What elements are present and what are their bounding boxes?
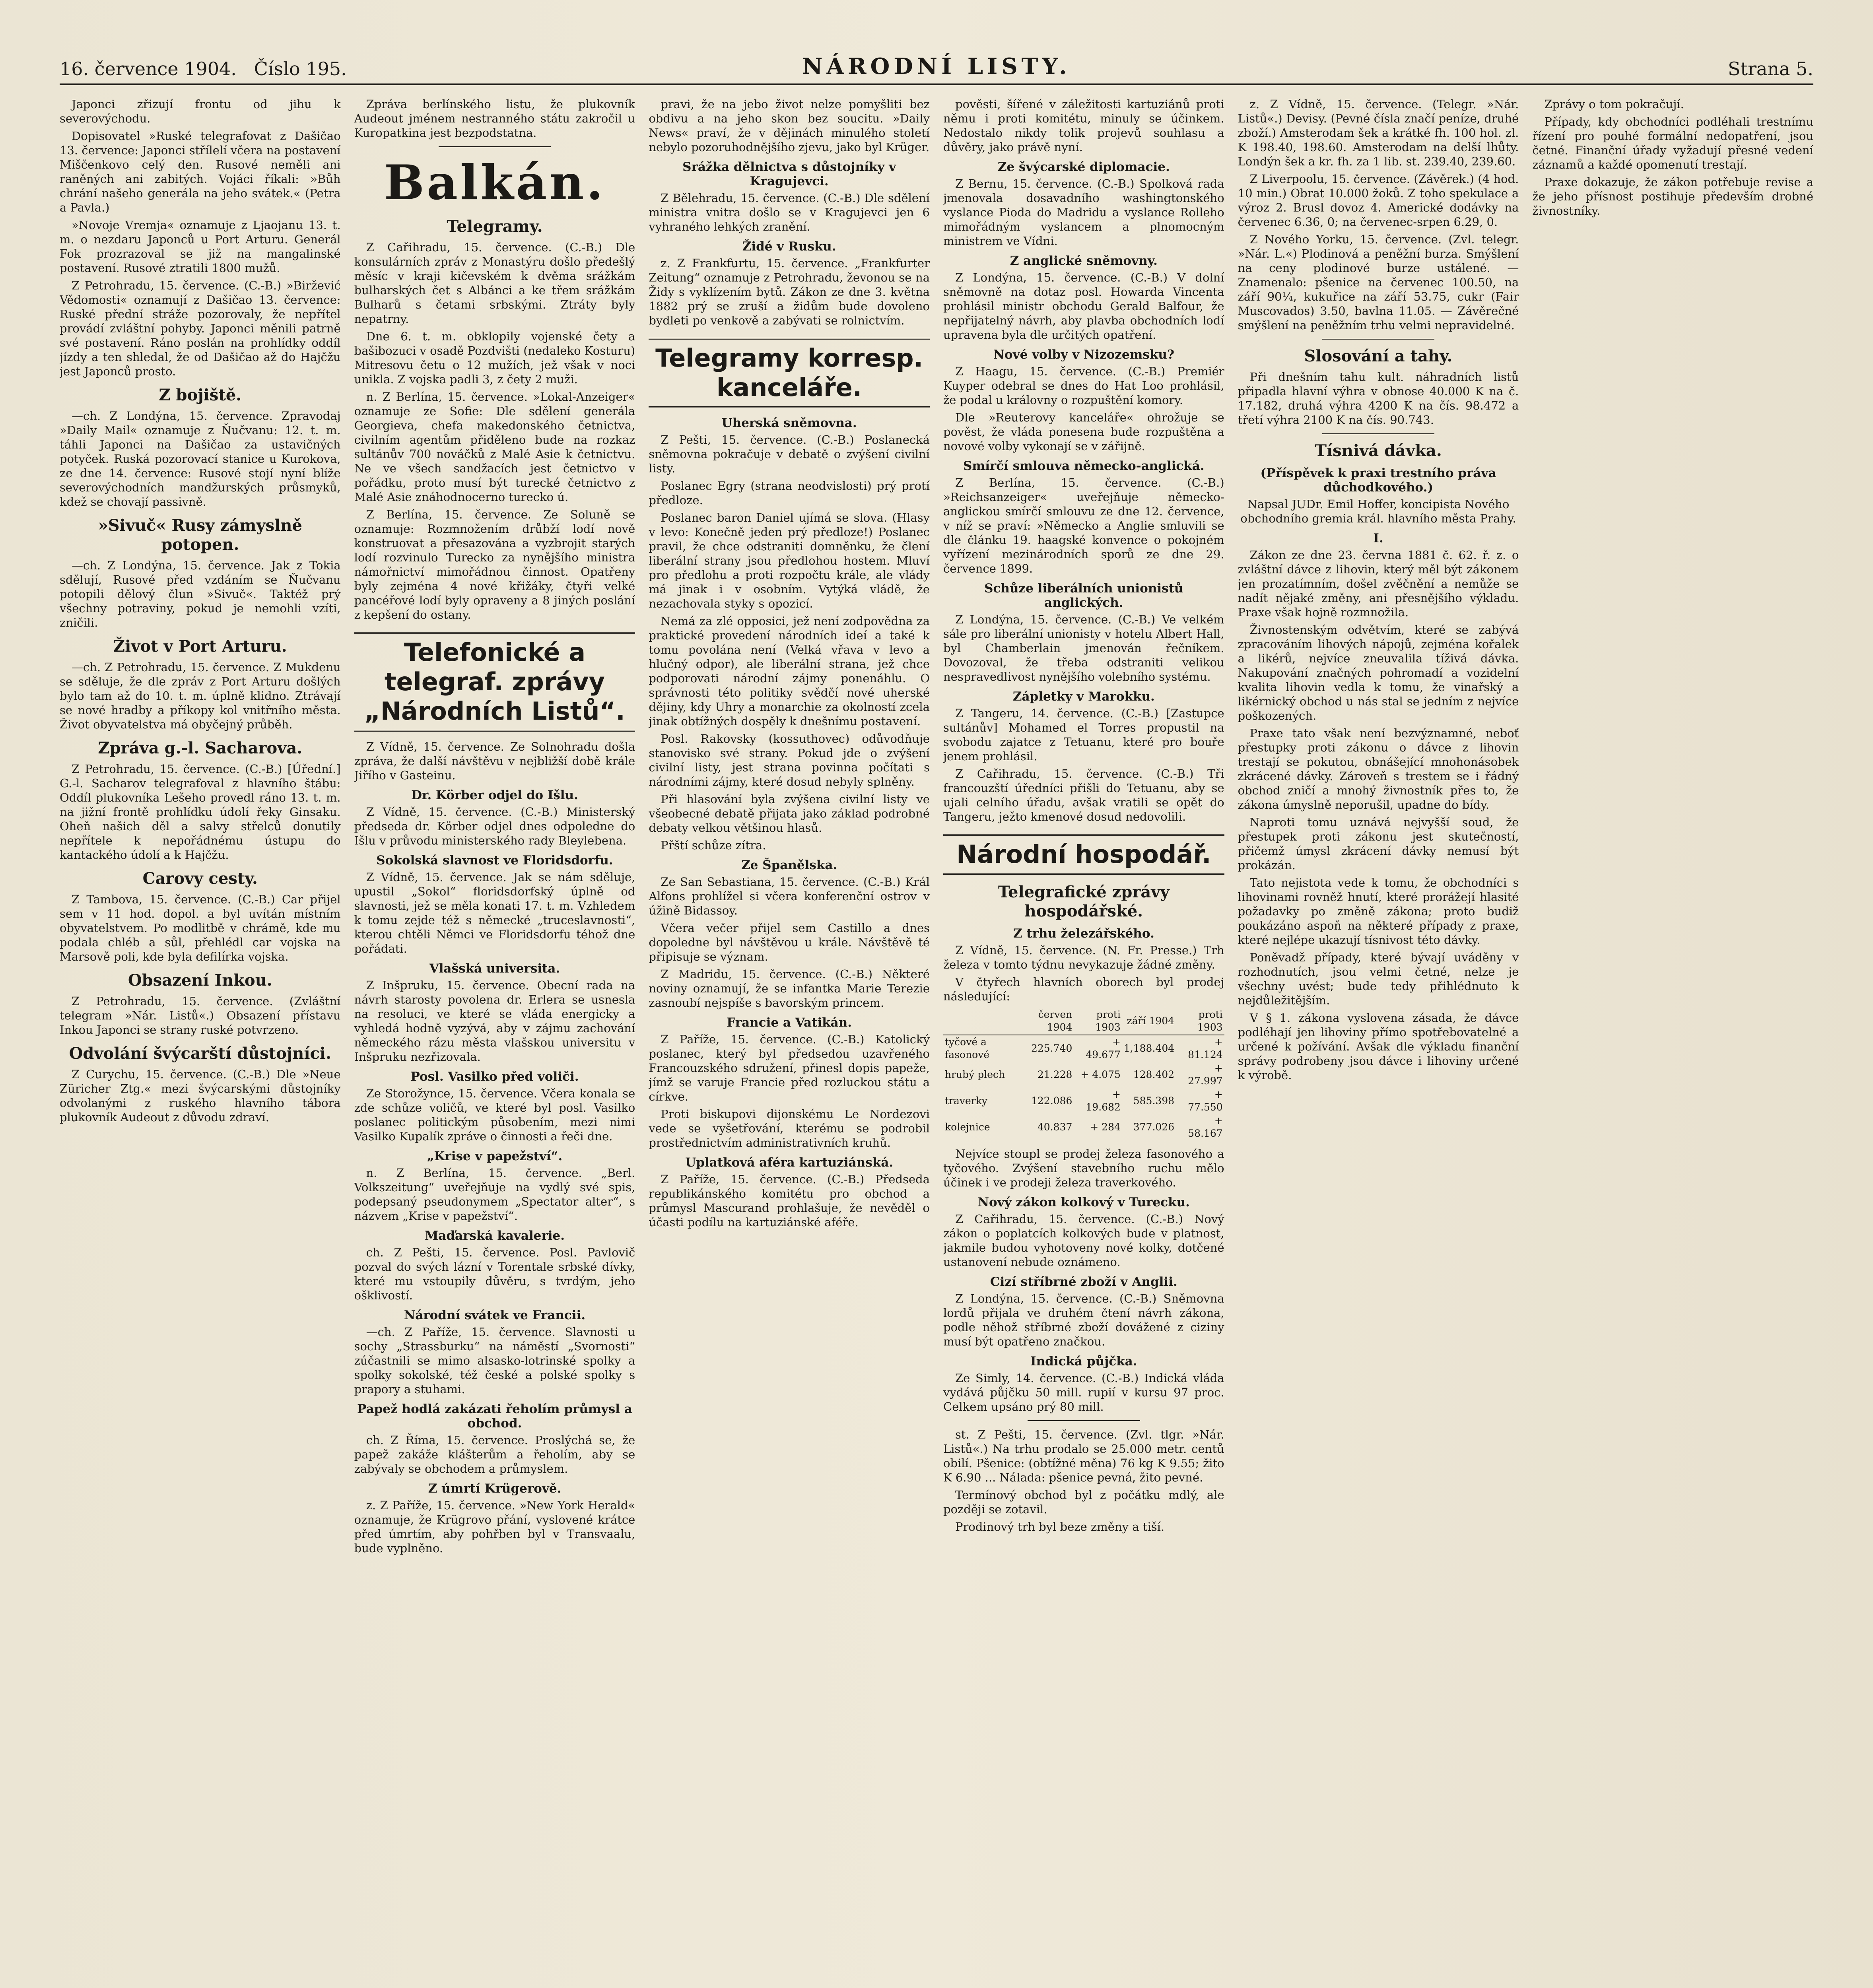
section-headline: Telegramy korresp. kanceláře. xyxy=(649,338,930,408)
paragraph: Z Berlína, 15. července. Ze Soluně se oznamuje: Rozmnožením drůbží lodí nově konstruovat a přesazována a vyzbrojit starých lodí rozvinulo Turecko za nynějšího ministra námořnictví mimořádnou činnost. Opatřeny byly zejména 4 nové křižáky, čtyři velké pancéřové lodí byly opraveny a 8 jiných poslání z kepšení do ostany. xyxy=(354,508,635,621)
table-row xyxy=(943,1114,1224,1140)
paragraph: Z Haagu, 15. července. (C.-B.) Premiér Kuyper odebral se dnes do Hat Loo prohlásil, že podal u královny o rozpuštění komory. xyxy=(943,365,1224,407)
paragraph: Z Petrohradu, 15. července. (Zvláštní telegram »Nár. Listů«.) Obsazení přístavu Inkou Japonci se strany ruské potvrzeno. xyxy=(60,994,341,1037)
paragraph: Praxe dokazuje, že zákon potřebuje revise a že jeho přísnost postihuje především drobné živnostníky. xyxy=(1532,175,1813,217)
table-header-row xyxy=(943,1008,1224,1035)
table-cell: 225.740 xyxy=(1031,1043,1073,1054)
section-headline: Balkán. xyxy=(384,155,606,211)
paragraph: Posl. Rakovsky (kossuthovec) odůvodňuje stanovisko své strany. Pokud jde o zvýšení civilní listy, jest strana povinna počítati s národními zájmy, které dosud nebyly splněny. xyxy=(649,732,930,788)
column-6 xyxy=(1532,97,1813,1988)
table-row xyxy=(943,1088,1224,1114)
paragraph: ch. Z Říma, 15. července. Proslýchá se, že papež zakáže klášterům a řeholím, aby se zabývaly se obchodem a průmyslem. xyxy=(354,1433,635,1475)
paragraph: Nemá za zlé opposici, jež není zodpovědna za praktické provedení národních ideí a také k tomu povolána není (Velká vřava v levo a hlučný odpor), ale liberální strana, jež chce podporovati národní zájmy ponenáhlu. O správnosti této politiky svědčí nové uherské dějiny, kdy Uhry a monarchie za okolností zcela jinak obtížných dospěly k dnešnímu postavení. xyxy=(649,614,930,728)
article-subhead: Dr. Körber odjel do Išlu. xyxy=(411,788,578,802)
article-headline: »Sivuč« Rusy zámyslně potopen. xyxy=(98,516,302,554)
article-subhead: Posl. Vasilko před voliči. xyxy=(410,1070,579,1084)
section-headline: Národní hospodář. xyxy=(943,834,1224,875)
paragraph: Z Vídně, 15. července. Jak se nám sděluje, upustil „Sokol“ floridsdorfský úplně od slavnosti, jež se měla konati 17. t. m. Vzhledem k tomu zejde též s německé „truceslavnosti“, kterou chtěli Němci ve Floridsdorfu téhož dne pořádati. xyxy=(354,870,635,955)
paragraph: Ze Storožynce, 15. července. Včera konala se zde schůze voličů, ve které byl posl. Vasilko poslanec politickým působením, mezi nimi Vasilko Kupalík zpráve o činnosti a řeči dne. xyxy=(354,1087,635,1143)
article-subhead: Smírčí smlouva německo-anglická. xyxy=(963,459,1205,473)
column-2 xyxy=(354,97,635,1988)
paragraph: Živnostenským odvětvím, které se zabývá zpracováním lihových nápojů, zejména kořalek a likérů, nejvíce zneuvalila tíživá dávka. Nakupování značných pohromadí a vozidelní kvalita lihovin vedla k tomu, že vinařský a likérnický obchod u nás stal se jedním z nejvíce poškozených. xyxy=(1238,623,1519,722)
paragraph: Z Curychu, 15. července. (C.-B.) Dle »Neue Züricher Ztg.« mezi švýcarskými důstojníky odvolanými z ruského hlavního tábora plukovník Audeout z důvodu zdraví. xyxy=(60,1068,341,1124)
table-header: září 1904 xyxy=(1122,1008,1176,1035)
article-subhead: Schůze liberálních unionistů anglických. xyxy=(984,581,1183,610)
article-headline: Obsazení Inkou. xyxy=(128,971,272,990)
article-subhead: Srážka dělnictva s důstojníky v Kragujevci. xyxy=(682,160,896,188)
paragraph: Z Tambova, 15. července. (C.-B.) Car přijel sem v 11 hod. dopol. a byl uvítán místním obyvatelstvem. Po modlitbě v chrámě, kde mu podala chléb a sůl, přehlédl car vojska na Marsově poli, kde byla defilírka vojska. xyxy=(60,893,341,963)
paragraph: Zprávy o tom pokračují. xyxy=(1544,97,1684,111)
paragraph: Z Liverpoolu, 15. července. (Závěrek.) (4 hod. 10 min.) Obrat 10.000 žoků. Z toho spekulace a výroz 2. Brusl dovoz 4. Americké dodávky na červenec 6.36, 0; na červenec-srpen 6.29, 0. xyxy=(1238,172,1519,229)
paragraph: Přští schůze zítra. xyxy=(661,839,766,852)
article-subhead: Z trhu železářského. xyxy=(1013,926,1154,941)
paragraph: z. Z Frankfurtu, 15. července. „Frankfurter Zeitung“ oznamuje z Petrohradu, ževonou se na Židy s vyklízením bytů. Zákon ze dne 3. května 1882 prý se zruší a židům bude dovoleno bydleti po venkově a zabývati se rolnictvím. xyxy=(649,256,930,327)
paragraph: Zpráva berlínského listu, že plukovník Audeout jménem nestranného státu zakročil u Kuropatkina jest bezpodstatna. xyxy=(354,97,635,140)
paragraph: Z Bělehradu, 15. července. (C.-B.) Dle sdělení ministra vnitra došlo se v Kragujevci jen 6 vyhraného lehkých zranění. xyxy=(649,191,930,233)
paragraph: Z Cařihradu, 15. července. (C.-B.) Nový zákon o poplatcích kolkových bude v platnost, jakmile budou vyhotoveny nové kolky, dotčené ustanovení nebude oznámeno. xyxy=(943,1212,1224,1269)
article-headline: Život v Port Arturu. xyxy=(113,637,287,656)
article-subhead: Vlašská universita. xyxy=(429,961,560,976)
paragraph: z. Z Vídně, 15. července. (Telegr. »Nár. Listů«.) Devisy. (Pevné čísla značí peníze, druhé zboží.) Amsterodam šek a krátké fh. 100 hol. zl. K 198.40, 198.60. Amsterodam na delší lhůty. Londýn šek a kr. fh. za 1 lib. st. 239.40, 239.60. xyxy=(1238,97,1519,168)
divider xyxy=(439,146,551,147)
columns xyxy=(60,97,1813,1988)
issue-date: 16. července 1904. xyxy=(60,58,237,80)
article-subhead: Národní svátek ve Francii. xyxy=(404,1308,586,1322)
divider xyxy=(1322,433,1435,434)
paragraph: Proti biskupovi dijonskému Le Nordezovi vede se vyšetřování, kterému se podrobil prostřednictvím administrativních kruhů. xyxy=(649,1107,930,1149)
paragraph: Z Berlína, 15. července. (C.-B.) »Reichsanzeiger« uveřejňuje německo-anglickou smírčí smlouvu ze dne 12. července, v níž se praví: »Německo a Anglie smluvili se dle článku 19. haagské konvence o pokojném vyřízení mezinárodních sporů ze dne 29. července 1899. xyxy=(943,476,1224,575)
issue-number: Číslo 195. xyxy=(254,58,347,80)
article-subhead: Z anglické sněmovny. xyxy=(1010,254,1158,268)
masthead-date-issue xyxy=(60,58,644,80)
paragraph: Při hlasování byla zvýšena civilní listy ve všeobecné debatě přijata jako základ podrobné debaty velkou většinou hlasů. xyxy=(649,792,930,835)
paragraph: Dne 6. t. m. obklopily vojenské čety a bašibozuci v osadě Pozdvišti (nedaleko Kosturu) Mitresovu četu o 12 mužích, jež však v noci unikla. Z vojska padli 3, z čety 2 muži. xyxy=(354,330,635,386)
table-cell: + 284 xyxy=(1090,1121,1121,1133)
article-headline: Odvolání švýcarští důstojníci. xyxy=(69,1044,332,1063)
paragraph: Z Petrohradu, 15. července. (C.-B.) [Úřední.] G.-l. Sacharov telegrafoval z hlavního štábu: Oddíl plukovníka Lešeho provedl ráno 13. t. m. na jižní frontě prohlídku údolí řeky Ginsaku. Oheň našich děl a salvy střelců donutily nepřítele k nepořádnému ústupu do kantackého údolí a k Hajčžu. xyxy=(60,762,341,862)
paragraph: z. Z Paříže, 15. července. »New York Herald« oznamuje, že Krügrovo přání, vyslovené krátce před úmrtím, aby pohřben byl v Transvaalu, bude vyplněno. xyxy=(354,1499,635,1555)
article-subhead: Z úmrtí Krügerově. xyxy=(428,1481,562,1496)
column-1 xyxy=(60,97,341,1988)
paragraph: Z Paříže, 15. července. (C.-B.) Předseda republikánského komitétu pro obchod a průmysl Mascurand prohlašuje, že nevěděl o účasti podílu na kartuziánské aféře. xyxy=(649,1173,930,1229)
divider xyxy=(1322,339,1435,340)
paragraph: —ch. Z Petrohradu, 15. července. Z Mukdenu se sděluje, že dle zpráv z Port Arturu došlých bylo tam až do 10. t. m. úplně klidno. Ztrávají se nové hradby a příkopy kol vnitřního města. Život obyvatelstva má obyčejný průběh. xyxy=(60,660,341,731)
article-subhead: Židé v Rusku. xyxy=(742,239,836,254)
table-cell: + 27.997 xyxy=(1188,1062,1223,1087)
paragraph: Ze San Sebastiana, 15. července. (C.-B.) Král Alfons prohlížel si včera konferenční ostrov v úžině Bidassoy. xyxy=(649,875,930,917)
table-cell: + 58.167 xyxy=(1188,1115,1223,1139)
paragraph: Z Inšpruku, 15. července. Obecní rada na návrh starosty povolena dr. Erlera se usnesla na resoluci, ve které se vláda energicky a vyhledá hodně vyzývá, aby v zájmu zachování německého rázu města vlašskou universitu v Inšpruku nezřizovala. xyxy=(354,978,635,1064)
article-subhead: Ze švýcarské diplomacie. xyxy=(997,160,1170,174)
article-subhead: Ze Španělska. xyxy=(741,858,837,872)
table-row xyxy=(943,1035,1224,1062)
article-subhead: „Krise v papežství“. xyxy=(427,1149,563,1163)
article-subhead: Francie a Vatikán. xyxy=(727,1015,852,1030)
paragraph: Prodinový trh byl beze změny a tiší. xyxy=(955,1520,1165,1534)
paragraph: Z Tangeru, 14. července. (C.-B.) [Zastupce sultánův] Mohamed el Torres propustil na svobodu zajatce z Tetuanu, které pro bouře jenem prohlásil. xyxy=(943,707,1224,763)
article-subhead: Maďarská kavalerie. xyxy=(424,1229,565,1243)
paragraph: Z Petrohradu, 15. července. (C.-B.) »Biržević Vědomosti« oznamují z Dašičao 13. července: Ruské přední stráže pozorovaly, že nepřítel provádí zvláštní pohyby. Japonci měnili patrně své postavení. Ráno poslán na prohlídky oddíl jízdy a ten shledal, že od Dašičao až do Hajčžu jest Japonců prosto. xyxy=(60,279,341,378)
paragraph: Z Pešti, 15. července. (C.-B.) Poslanecká sněmovna pokračuje v debatě o zvýšení civilní listy. xyxy=(649,433,930,475)
paragraph: Dle »Reuterovy kanceláře« ohrožuje se pověst, že vláda ponesena bude rozpuštěna a novové volby vykonají se v zářijně. xyxy=(943,411,1224,453)
paragraph: Naproti tomu uznává nejvyšší soud, že přestupek proti zákonu jest skutečností, přičemž úmysl zkrácení dávky nemusí být prokázán. xyxy=(1238,815,1519,872)
paragraph: —ch. Z Londýna, 15. července. Jak z Tokia sdělují, Rusové před vzdáním se Ňučvanu potopili dělový člun »Sivuč«. Taktéž prý všechny potraviny, pokud je nemohli vzíti, zničili. xyxy=(60,559,341,629)
table-header: červen 1904 xyxy=(1017,1008,1074,1035)
table-cell: 585.398 xyxy=(1133,1095,1175,1107)
article-subhead: Uplatková aféra kartuziánská. xyxy=(685,1155,894,1170)
table-cell: + 19.682 xyxy=(1086,1089,1121,1113)
table-cell: 128.402 xyxy=(1133,1069,1175,1080)
article-headline: Carovy cesty. xyxy=(142,869,258,888)
article-subhead: Uherská sněmovna. xyxy=(721,416,857,430)
table-header: proti 1903 xyxy=(1176,1008,1224,1035)
article-subhead: Nové volby v Nizozemsku? xyxy=(993,348,1175,362)
article-headline: Slosování a tahy. xyxy=(1304,347,1453,365)
paragraph: n. Z Berlína, 15. července. »Lokal-Anzeiger« oznamuje ze Sofie: Dle sdělení generála Georgieva, chefa makedonského četnictva, civilním agentům přiděleno bude na rozkaz sultánův 700 nováčků z Malé Asie k četnictvu. Ne ve všech sandžacích jest četnictvo v pořádku, proto musí být turecké četnictvo z Malé Asie znáhodnocerno turecko ú. xyxy=(354,390,635,504)
paragraph: »Novoje Vremja« oznamuje z Ljaojanu 13. t. m. o nezdaru Japonců u Port Arturu. Generál Fok prozrazoval se již na mangalinské postavení. Rusové ztratili 1800 mužů. xyxy=(60,218,341,275)
paragraph: Poslanec Egry (strana neodvislosti) prý protí předloze. xyxy=(649,479,930,507)
article-headline: Zpráva g.-l. Sacharova. xyxy=(98,739,303,757)
paragraph: st. Z Pešti, 15. července. (Zvl. tlgr. »Nár. Listů«.) Na trhu prodalo se 25.000 metr. centů obilí. Pšenice: (obtížné měna) 76 kg K 9.55; žito K 6.90 ... Nálada: pšenice pevná, žito pevné. xyxy=(943,1428,1224,1484)
table-cell: + 4.075 xyxy=(1080,1069,1121,1080)
article-subhead: Indická půjčka. xyxy=(1030,1354,1137,1369)
paragraph: Z Paříže, 15. července. (C.-B.) Katolický poslanec, který byl předsedou uzavřeného Francouzského sdružení, přinesl dopis papeže, jímž se varuje Francie před rozluckou státu a církve. xyxy=(649,1033,930,1103)
paragraph: ch. Z Pešti, 15. července. Posl. Pavlovič pozval do svých lázní v Torentale srbské dívky, které mu vstoupily důvěru, s tvrdým, jeho ošklivostí. xyxy=(354,1246,635,1302)
table-cell: traverky xyxy=(945,1095,988,1107)
paragraph: Z Vídně, 15. července. (C.-B.) Ministerský předseda dr. Körber odjel dnes odpoledne do Išlu v průvodu ministerského rady Bleylebena. xyxy=(354,805,635,847)
paragraph: Z Cařihradu, 15. července. (C.-B.) Tři francouzští úředníci přišli do Tetuanu, aby se ujali celního úřadu, avšak vratili se opět do Tangeru, ježto kmenové dosud nedovolili. xyxy=(943,767,1224,823)
table-caption: V čtyřech hlavních oborech byl prodej následující: xyxy=(943,975,1224,1003)
paragraph: Z Londýna, 15. července. (C.-B.) V dolní sněmovně na dotaz posl. Howarda Vincenta prohlásil ministr obchodu Gerald Balfour, že nepřijatelný návrh, aby plavba obchodních lodí upravena byla dle určitých opatření. xyxy=(943,271,1224,342)
table-cell: tyčové a fasonové xyxy=(945,1036,990,1060)
table-cell: kolejnice xyxy=(945,1121,990,1133)
paragraph: n. Z Berlína, 15. července. „Berl. Volkszeitung“ uveřejňuje na vydlý své spis, podepsaný pseudonymem „Spectator alter“, s názvem „Krise v papežství“. xyxy=(354,1166,635,1223)
page-number: Strana 5. xyxy=(1728,58,1813,80)
paragraph: Termínový obchod byl z počátku mdlý, ale později se zotavil. xyxy=(943,1488,1224,1516)
column-4 xyxy=(943,97,1224,1988)
paragraph: Z Londýna, 15. července. (C.-B.) Ve velkém sále pro liberální unionisty v hotelu Albert Hall, byl Chamberlain jmenován řečníkem. Dovozoval, že třeba odstraniti velikou nespravedlivost nynějšího volebního systému. xyxy=(943,613,1224,683)
column-5 xyxy=(1238,97,1519,1988)
paragraph: Zákon ze dne 23. června 1881 č. 62. ř. z. o zvláštní dávce z lihovin, který měl být zákonem jen prozatímním, došel zvěčnění a nemůže se nadít nějaké změny, ani přesnějšího výkladu. Praxe však hojně rozmnožila. xyxy=(1238,548,1519,619)
paragraph: —ch. Z Paříže, 15. července. Slavnosti u sochy „Strassburku“ na náměstí „Svornosti“ zúčastnili se mimo alsasko-lotrinské spolky a spolky sokolské, též české a polské spolky s prapory a stuhami. xyxy=(354,1325,635,1396)
section-headline: Telefonické a telegraf. zprávy „Národních Listů“. xyxy=(354,632,635,732)
article-headline: Z bojiště. xyxy=(159,386,242,404)
table-cell: + 77.550 xyxy=(1188,1089,1223,1113)
masthead xyxy=(60,48,1813,85)
paragraph: V § 1. zákona vyslovena zásada, že dávce podléhají jen lihoviny přímo spotřebovatelné a určené k požívání. Avšak dle výkladu finanční správy podrobeny jsou dávce i lihoviny určené k výrobě. xyxy=(1238,1011,1519,1082)
article-subhead: Zápletky v Marokku. xyxy=(1012,689,1155,704)
article-subhead: Papež hodlá zakázati řeholím průmysl a obchod. xyxy=(357,1402,632,1431)
table-cell: 122.086 xyxy=(1031,1095,1073,1107)
article-subhead: Sokolská slavnost ve Floridsdorfu. xyxy=(376,853,613,868)
paragraph: Z Bernu, 15. července. (C.-B.) Spolková rada jmenovala dosavadního washingtonského vyslance Pioda do Madridu a vyslance Rolleho mimořádným vyslancem a plnomocným ministrem ve Vídni. xyxy=(943,177,1224,248)
iron-sales-table xyxy=(943,1008,1224,1140)
article-headline: Telegrafické zprávy hospodářské. xyxy=(998,883,1170,920)
paragraph: Z Madridu, 15. července. (C.-B.) Některé noviny oznamují, že se infantka Marie Terezie zasnoubí nejspíše s bavorským princem. xyxy=(649,967,930,1010)
paragraph: Ze Simly, 14. července. (C.-B.) Indická vláda vydává půjčku 50 mill. rupií v kursu 97 proc. Celkem upsáno prý 80 mill. xyxy=(943,1371,1224,1413)
column-3 xyxy=(649,97,930,1988)
table-cell: + 81.124 xyxy=(1188,1036,1223,1060)
table-cell: 21.228 xyxy=(1037,1069,1073,1080)
article-subhead: Cizí stříbrné zboží v Anglii. xyxy=(990,1275,1177,1289)
paragraph: Z Nového Yorku, 15. července. (Zvl. telegr. »Nár. L.«) Plodinová a peněžní burza. Smýšlení na ceny plodinové burze ustálené. — Znamenalo: pšenice na červenec 100.50, na září 90¼, kukuřice na září 53.75, cukr (Fair Muscovados) 3.50, bavlna 11.05. — Závěrečné smýšlení na peněžním trhu velmi nepravidelné. xyxy=(1238,233,1519,332)
paragraph: —ch. Z Londýna, 15. července. Zpravodaj »Daily Mail« oznamuje z Ňučvanu: 12. t. m. táhli Japonci na Dašičao za ustavičných potyček. Ruská pozorovací stanice u Kurokova, ze dne 14. července: Rusové stojí nyní blíže severovýchodních mandžurských průsmyků, kdež se chovají passivně. xyxy=(60,409,341,509)
newspaper-title: NÁRODNÍ LISTY. xyxy=(802,53,1071,80)
paragraph: Dopisovatel »Ruské telegrafovat z Dašičao 13. července: Japonci střílelí včera na postavení Miščenkovo celý den. Rusové neměli ani raněných ani zabitých. Vojáci říkali: »Bůh chrání našeho generála na jeho svátek.« (Petra a Pavla.) xyxy=(60,129,341,214)
paragraph: Z Vídně, 15. července. (N. Fr. Presse.) Trh železa v tomto týdnu nevykazuje žádné změny. xyxy=(943,944,1224,971)
table-cell: hrubý plech xyxy=(945,1069,1005,1080)
table-header xyxy=(943,1008,1017,1035)
paragraph: Z Vídně, 15. července. Ze Solnohradu došla zpráva, že další návštěvu v nejbližší době krále Jiřího v Gasteinu. xyxy=(354,740,635,782)
table-header: proti 1903 xyxy=(1074,1008,1122,1035)
paragraph: Poněvadž případy, které bývají uváděny v rozhodnutích, jsou velmi četné, nelze je všechny uvést; bude tedy přihlédnuto k nejdůležitějším. xyxy=(1238,951,1519,1007)
article-headline: Tísnivá dávka. xyxy=(1315,441,1442,460)
paragraph: Tato nejistota vede k tomu, že obchodníci s lihovinami rovněž hnutí, které prorážejí hlasité požadavky po změně zákona; proto budiž poukázáno aspoň na některé případy z praxe, které nejlépe ukazují tísnivost této dávky. xyxy=(1238,876,1519,947)
paragraph: Včera večer přijel sem Castillo a dnes dopoledne byl návštěvou u krále. Návštěvě té připisuje se význam. xyxy=(649,921,930,963)
paragraph: Poslanec baron Daniel ujímá se slova. (Hlasy v levo: Konečně jeden prý předloze!) Poslanec pravil, že chce odstraniti domněnku, že člení liberální strany jsou předlohou hostem. Mluví pro předlohu a proti rozpočtu krále, ale vlády má jinak i v osobním. Vytýká vládě, že nezachovala styky s opozicí. xyxy=(649,511,930,610)
paragraph: Při dnešním tahu kult. náhradních listů připadla hlavní výhra v obnose 40.000 K na č. 17.182, druhá výhra 4200 K na čís. 98.472 a třetí výhra 2100 K na čís. 90.743. xyxy=(1238,370,1519,427)
table-cell: + 49.677 xyxy=(1086,1036,1121,1060)
paragraph: Z Cařihradu, 15. července. (C.-B.) Dle konsulárních zpráv z Monastýru došlo předešlý měsíc v kraji kičevském k dvěma srážkám bulharských čet s Albánci a ke třem srážkám Bulharů s četami srbskými. Ztráty byly nepatrny. xyxy=(354,241,635,326)
article-headline: Telegramy. xyxy=(447,217,543,236)
paragraph: Případy, kdy obchodníci podléhali trestnímu řízení pro pouhé formální nedopatření, jsou četné. Finanční úřady vyžadují přesné vedení záznamů a každé opomenutí trestají. xyxy=(1532,115,1813,171)
paragraph: Nejvíce stoupl se prodej železa fasonového a tyčového. Zvýšení stavebního ruchu mělo účinek i ve prodeji železa traverkového. xyxy=(943,1147,1224,1189)
paragraph: Z Londýna, 15. července. (C.-B.) Sněmovna lordů přijala ve druhém čtení návrh zákona, podle něhož stříbrné zboží dovážené z ciziny musí být opatřeno značkou. xyxy=(943,1292,1224,1348)
table-cell: 1,188.404 xyxy=(1123,1043,1175,1054)
paragraph: Praxe tato však není bezvýznamné, neboť přestupky proti zákonu o dávce z lihovin trestají se pokutou, obnášející mnohonásobek zkrácené dávky. Zároveň s trestem se i řádný obchod zničí a mnohý živnostník přes to, že zákona úmyslně neporušil, upadne do bídy. xyxy=(1238,726,1519,812)
paragraph: pověsti, šířené v záležitosti kartuziánů proti němu i proti komitétu, minuly se účinkem. Nedostalo nikdy tolik projevů souhlasu a důvěry, jako právě nyní. xyxy=(943,97,1224,154)
section-numeral: I. xyxy=(1373,531,1383,546)
table-cell: 377.026 xyxy=(1133,1121,1175,1133)
paragraph: pravi, že na jebo život nelze pomyšliti bez obdivu a na jeho skon bez soucitu. »Daily News« praví, že v dějinách minulého století nebylo pozoruhodnějšího zjevu, jako byl Krüger. xyxy=(649,97,930,154)
article-subhead: (Příspěvek k praxi trestního práva důchodkového.) xyxy=(1260,466,1496,495)
paragraph: Japonci zřizují frontu od jihu k severovýchodu. xyxy=(60,97,341,125)
table-row xyxy=(943,1062,1224,1088)
byline: Napsal JUDr. Emil Hoffer, koncipista Nového obchodního gremia král. hlavního města Prahy. xyxy=(1240,497,1516,525)
article-subhead: Nový zákon kolkový v Turecku. xyxy=(977,1195,1190,1209)
divider xyxy=(1028,1420,1140,1421)
table-cell: 40.837 xyxy=(1037,1121,1073,1133)
